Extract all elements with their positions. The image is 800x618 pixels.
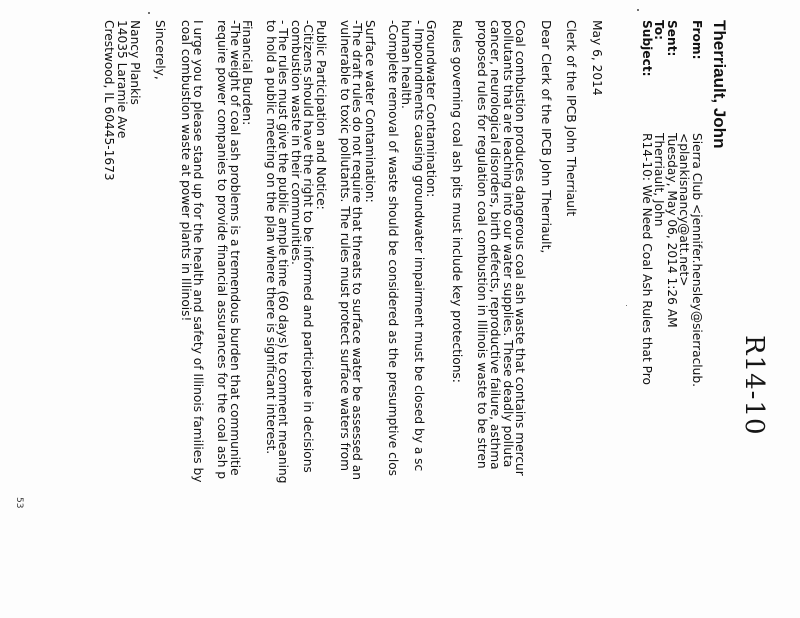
intro-line: proposed rules for regulation coal combustion in Illinois waste to be stren: [475, 20, 490, 469]
subject-row: [640, 20, 653, 610]
sent-value: Tuesday, May 06, 2014 1:26 AM: [664, 133, 679, 328]
from-row: [690, 20, 703, 610]
from-email: <plankisnancy@att.net>: [677, 133, 692, 287]
participation-line: to hold a public meeting on the plan where there is significant interest.: [263, 20, 278, 455]
participation-line: - The rules must give the public ample time (60 days) to comment meaning: [276, 20, 291, 484]
groundwater-line: - Impoundments causing groundwater impairment must be closed by a sc: [411, 20, 426, 472]
financial-line: require power companies to provide financial assurances for the coal ash p: [214, 20, 229, 480]
page-number: 53: [14, 497, 24, 509]
to-row: [653, 20, 666, 610]
to-value: Therriault, John: [652, 133, 667, 227]
closing-plea-line: I urge you to please stand up for the health and safety of Illinois families by: [191, 20, 206, 483]
docket-stamp: R14-10: [739, 335, 769, 436]
from-value: Sierra Club <jennifer.hensley@sierraclub.: [690, 133, 704, 387]
scan-speck: [626, 305, 627, 306]
subject-label: Subject:: [639, 20, 654, 77]
surface-line: -The draft rules do not require that threats to surface water be assessed an: [350, 20, 365, 480]
groundwater-line: -Complete removal of waste should be considered as the presumptive clos: [386, 20, 401, 477]
financial-heading: Financial Burden:: [240, 20, 255, 126]
signature-name: Nancy Plankis: [127, 20, 142, 105]
financial-line: -The weight of coal ash problems is a tremendous burden that communitie: [227, 20, 242, 476]
sender-name: Therriault, John: [710, 20, 729, 149]
surface-heading: Surface water Contamination:: [362, 20, 377, 203]
groundwater-heading: Groundwater Contamination:: [424, 20, 439, 198]
to-label: To:: [652, 20, 667, 40]
groundwater-line: human health.: [399, 20, 414, 109]
signoff: Sincerely,: [153, 20, 168, 80]
letter-salutation: Dear Clerk of the IPCB John Therriault,: [538, 20, 553, 254]
from-label: From:: [690, 20, 704, 60]
signature-street: 14035 Laramie Ave: [114, 20, 129, 139]
intro-line: cancer, neurological disorders, birth defects, reproductive failure, asthma: [488, 20, 503, 470]
closing-plea-line: coal combustion waste at power plants in Illinois!: [178, 20, 193, 322]
from-email-row: [678, 20, 691, 610]
key-protections-line: Rules governing coal ash pits must include key protections:: [449, 20, 464, 383]
signature-city: Crestwood, IL 60445-1673: [102, 20, 117, 181]
scan-speck: [148, 12, 150, 14]
letter-recipient: Clerk of the IPCB John Therriault: [564, 20, 579, 217]
sent-label: Sent:: [664, 20, 679, 57]
letter-date: May 6, 2014: [590, 20, 604, 96]
surface-line: vulnerable to toxic pollutants. The rules must protect surface waters from: [337, 20, 352, 471]
participation-line: combustion waste in their communities.: [288, 20, 303, 265]
subject-value: R14-10: We Need Coal Ash Rules that Pro: [639, 133, 654, 385]
intro-line: Coal combustion produces dangerous coal ash waste that contains mercur: [513, 20, 528, 476]
sent-row: [665, 20, 678, 610]
email-header: [640, 20, 703, 610]
letter-body: [103, 20, 603, 618]
intro-line: pollutants that are leaching into our water supplies. These deadly polluta: [500, 20, 515, 468]
participation-heading: Public Participation and Notice:: [314, 20, 329, 210]
scan-speck: [637, 9, 639, 11]
participation-line: -Citizens should have the right to be informed and participate in decisions: [301, 20, 316, 473]
